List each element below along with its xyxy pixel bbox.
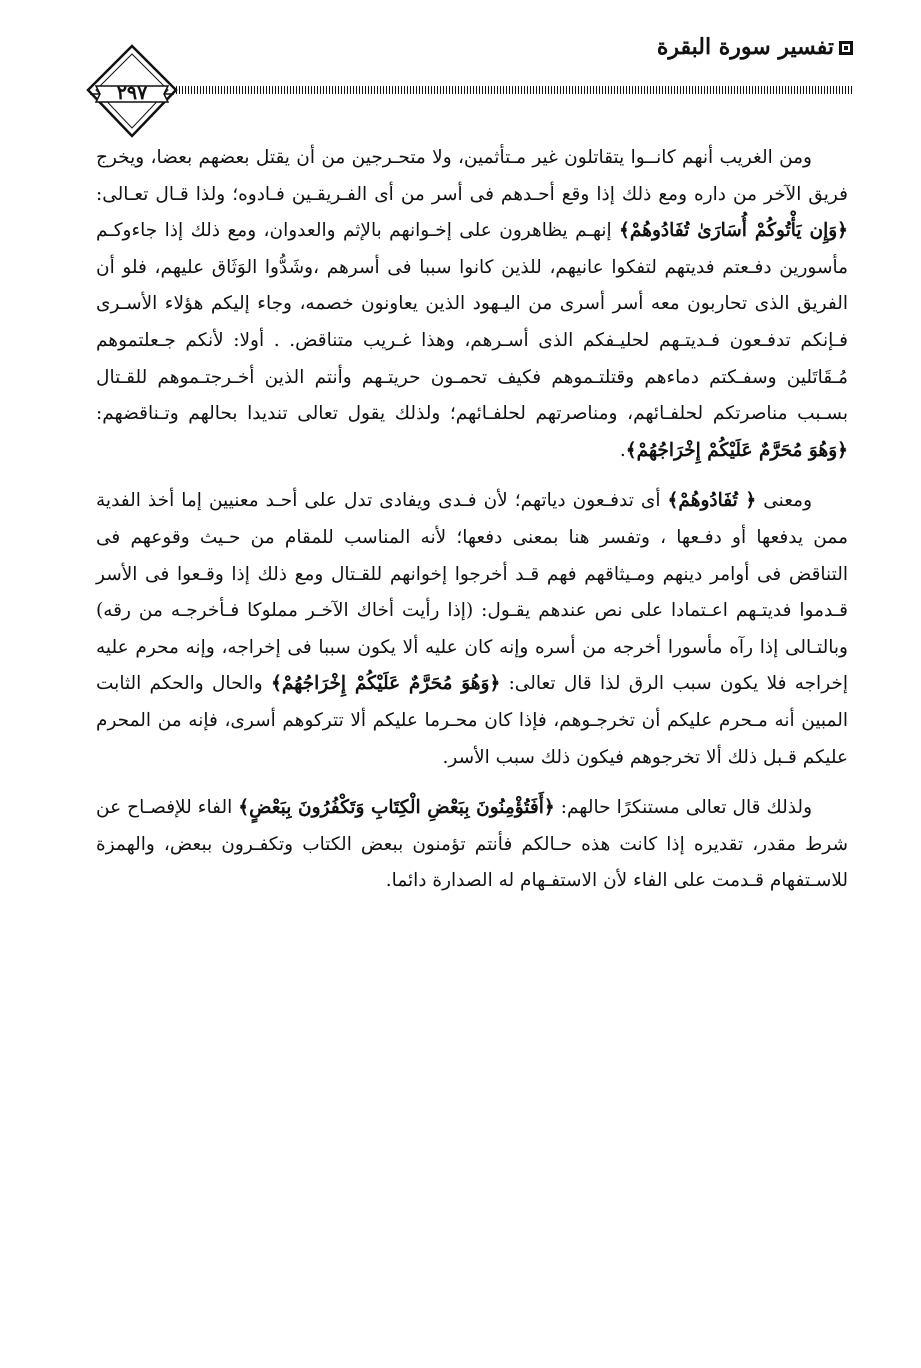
quran-verse: ﴿أَفَتُؤْمِنُونَ بِبَعْضِ الْكِتَابِ وَتَكْفُرُونَ بِبَعْضٍ﴾ — [238, 797, 555, 819]
text-run: والحال والحكم الثابت المبين أنه مـحرم عليكم أن تخرجـوهم، فإذا كان محـرما عليكم ألا تتركوهم أسرى، فإنه من المحرم عليكم قـبل ذلك ألا تخرجوهم فيكون ذلك سبب الأسر. — [96, 673, 848, 768]
text-run: الفاء للإفصـاح عن شرط مقدر، تقديره إذا كانت هذه حـالكم فأنتم تؤمنون ببعض الكتاب وتكفـرون ببعض، والهمزة للاسـتفهام قـدمت على الفاء لأن الاستفـهام له الصدارة دائما. — [96, 797, 848, 892]
page-number: ٢٩٧ — [116, 82, 148, 104]
quran-verse: ﴿وَإِن يَأْتُوكُمْ أُسَارَىٰ تُفَادُوهُمْ﴾ — [619, 220, 848, 242]
text-run: ومعنى — [756, 490, 812, 512]
paragraph — [96, 790, 848, 900]
quran-verse: ﴿وَهُوَ مُحَرَّمٌ عَلَيْكُمْ إِخْرَاجُهُمْ﴾ — [625, 439, 848, 461]
page-header — [86, 30, 854, 120]
paragraph — [96, 483, 848, 776]
running-title: تفسير سورة البقرة — [656, 34, 834, 60]
text-run: ومن الغريب أنهم كانــوا يتقاتلون غير مـتأثمين، ولا متحـرجين من أن يقتل بعضهم بعضا، ويخرج فريق الآخر من داره ومع ذلك إذا وقع أحـدهم فى أسر من أى الفـريقـين فـادوه؛ ولذا قـال تعـالى: — [96, 147, 848, 205]
quran-verse: ﴿وَهُوَ مُحَرَّمٌ عَلَيْكُمْ إِخْرَاجُهُمْ﴾ — [270, 673, 501, 695]
page-body — [96, 140, 848, 900]
text-run: إنهـم يظاهرون على إخـوانهم بالإثم والعدوان، ومع ذلك إذا جاءوكـم مأسورين دفـعتم فديتهم لتفكوا عانيهم، للذين كانوا سببا فى أسرهم ،وشَدُّوا الوَثَاق عليهم، فلو أن الفريق الذى تحاربون معه أسر أسرى من اليـهود الذين يعاونون خصمه، وجاء إليكم هؤلاء الأسـرى فـإنكم تدفـعون فـديتـهم لحليـفكم الذى أسـرهم، وهذا غـريب متناقض. . أولا: لأنكم جـعلتموهم مُـقَاتَلين وسفـكتم دماءهم وقتلتـموهم فكيف تحمـون حريتـهم وأنتم الذين أخـرجتـموهم للقـتال بسـبب مناصرتكم لحلفـائهم، ومناصرتهم لحلفـائهم؛ ولذلك يقول تعالى تنديدا بحالهم وتـناقضهم: — [96, 220, 848, 425]
paragraph — [96, 140, 848, 469]
text-run: ولذلك قال تعالى مستنكرًا حالهم: — [554, 797, 812, 819]
page-number-badge — [86, 44, 178, 140]
quran-verse: ﴿ تُفَادُوهُمْ﴾ — [667, 490, 757, 512]
text-run: أى تدفـعون دياتهم؛ لأن فـدى ويفادى تدل على أحـد معنيين إما أخذ الفدية ممن يدفعها أو دفـعها ، وتفسر هنا بمعنى دفعها؛ لأنه المناسب للمقام من حـيث وقوعهم فى التناقض فى أوامر دينهم ومـيثاقهم فهم قـد أخرجوا إخوانهم للقـتال ومع ذلك إذا وقـعوا فى الأسر قـدموا فديتـهم اعـتمادا على نص عندهم يقـول: (إذا رأيت أخاك الآخـر مملوكا فـأخرجـه من رقه) وبالتـالى إذا رآه مأسورا أخرجه من أسره وإنه كان عليه ألا يكون سببا فى إخراجه، وإنه محرم عليه إخراجه فلا يكون سبب الرق لذا قال تعالى: — [96, 490, 848, 695]
header-rule — [170, 86, 854, 94]
decorative-square-icon — [838, 40, 854, 56]
text-run: . — [619, 439, 626, 461]
